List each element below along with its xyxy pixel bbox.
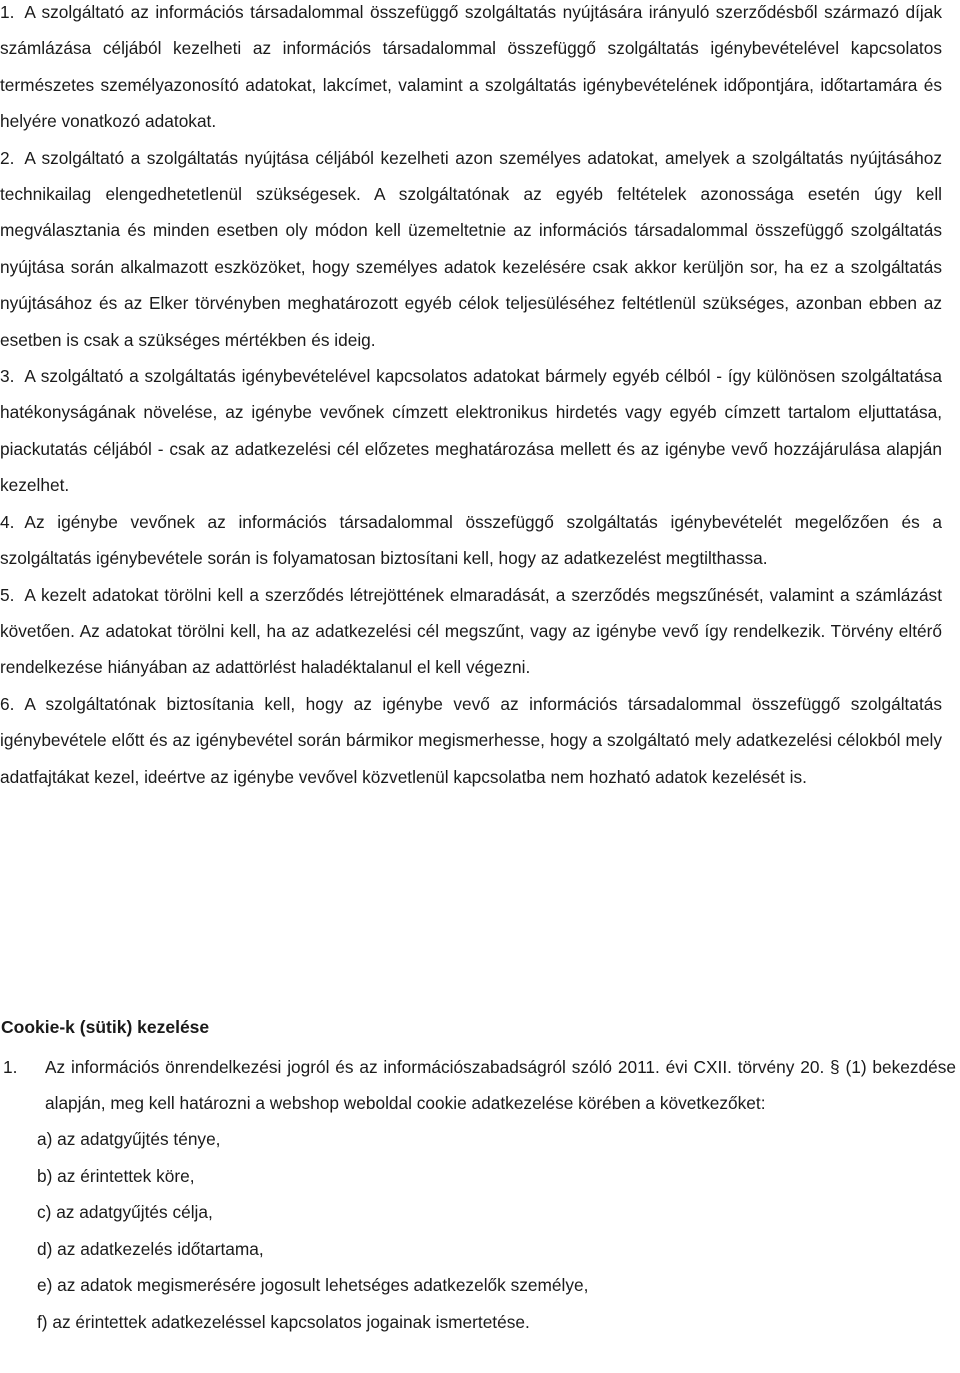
list-item <box>0 358 960 504</box>
list-item-number: 5. <box>0 584 15 605</box>
section-heading: Cookie-k (sütik) kezelése <box>1 1017 210 1037</box>
list-item <box>0 140 960 358</box>
cookie-list-item <box>0 1049 960 1121</box>
lettered-list-item: c) az adatgyűjtés célja, <box>37 1202 213 1222</box>
list-item-text: A szolgáltató az információs társadalommal összefüggő szolgáltatás nyújtására irányuló szerződésből származó díjak számlázása céljából kezelheti az információs társadalommal összefüggő szolgáltatás igénybevételével kapcsolatos természetes személyazonosító adatokat, lakcímet, valamint a szolgáltatás igénybevételének időpontjára, időtartamára és helyére vonatkozó adatokat. <box>0 2 942 132</box>
list-item-number: 3. <box>0 366 15 387</box>
cookie-section <box>0 1049 960 1340</box>
lettered-list-item: e) az adatok megismerésére jogosult lehetséges adatkezelők személye, <box>37 1275 589 1295</box>
list-item <box>0 504 960 577</box>
list-item-text: A szolgáltatónak biztosítania kell, hogy az igénybe vevő az információs társadalommal összefüggő szolgáltatás igénybevétele előtt és az igénybevétel során bármikor megismerhesse, hogy a szolgáltató mely adatkezelési célokból mely adatfajtákat kezel, ideértve az igénybe vevővel közvetlenül kapcsolatba nem hozható adatok kezelését is. <box>0 693 942 787</box>
lettered-list-item: d) az adatkezelés időtartama, <box>37 1238 264 1259</box>
list-item-number: 1. <box>0 2 15 22</box>
list-item-text: Az információs önrendelkezési jogról és az információszabadságról szóló 2011. évi CXII. törvény 20. § (1) bekezdése alapján, meg kell határozni a webshop weboldal cookie adatkezelése körében a következőket: <box>45 1057 956 1113</box>
list-item-text: A kezelt adatokat törölni kell a szerződés létrejöttének elmaradását, a szerződés megszűnését, valamint a számlázást követően. Az adatokat törölni kell, ha az adatkezelési cél megszűnt, vagy az igénybe vevő így rendelkezik. Törvény eltérő rendelkezése hiányában az adattörlést haladéktalanul el kell végezni. <box>0 584 942 678</box>
lettered-list-item: b) az érintettek köre, <box>37 1165 195 1186</box>
list-item-text: A szolgáltató a szolgáltatás igénybevételével kapcsolatos adatokat bármely egyéb célból - így különösen szolgáltatása hatékonyságának növelése, az igénybe vevőnek címzett elektronikus hirdetés vagy egyéb címzett tartalom eljuttatása, piackutatás céljából - csak az adatkezelési cél előzetes meghatározása mellett és az igénybe vevő hozzájárulása alapján kezelhet. <box>0 366 942 496</box>
list-item <box>0 577 960 686</box>
list-item-text: Az igénybe vevőnek az információs társadalommal összefüggő szolgáltatás igénybevételét megelőzően és a szolgáltatás igénybevétele során is folyamatosan biztosítani kell, hogy az adatkezelést megtilthassa. <box>0 511 942 569</box>
list-item-number: 4. <box>0 511 15 532</box>
list-item-number: 6. <box>0 693 15 714</box>
lettered-list-item: a) az adatgyűjtés ténye, <box>37 1129 221 1149</box>
lettered-list <box>0 1121 960 1340</box>
list-item-number: 1. <box>3 1057 18 1077</box>
list-item-number: 2. <box>0 147 15 168</box>
list-item <box>0 686 960 795</box>
lettered-list-item: f) az érintettek adatkezeléssel kapcsolatos jogainak ismertetése. <box>37 1311 530 1332</box>
list-item <box>0 0 960 140</box>
list-item-text: A szolgáltató a szolgáltatás nyújtása céljából kezelheti azon személyes adatokat, amelyek a szolgáltatás nyújtásához technikailag elengedhetetlenül szükségesek. A szolgáltatónak az egyéb feltételek azonossága esetén úgy kell megválasztania és minden esetben oly módon kell üzemeltetnie az információs társadalommal összefüggő szolgáltatás nyújtása során alkalmazott eszközöket, hogy személyes adatok kezelésére csak akkor kerüljön sor, ha ez a szolgáltatás nyújtásához és az Elker törvényben meghatározott egyéb célok teljesüléséhez feltétlenül szükséges, azonban ebben az esetben is csak a szükséges mértékben és ideig. <box>0 147 942 350</box>
